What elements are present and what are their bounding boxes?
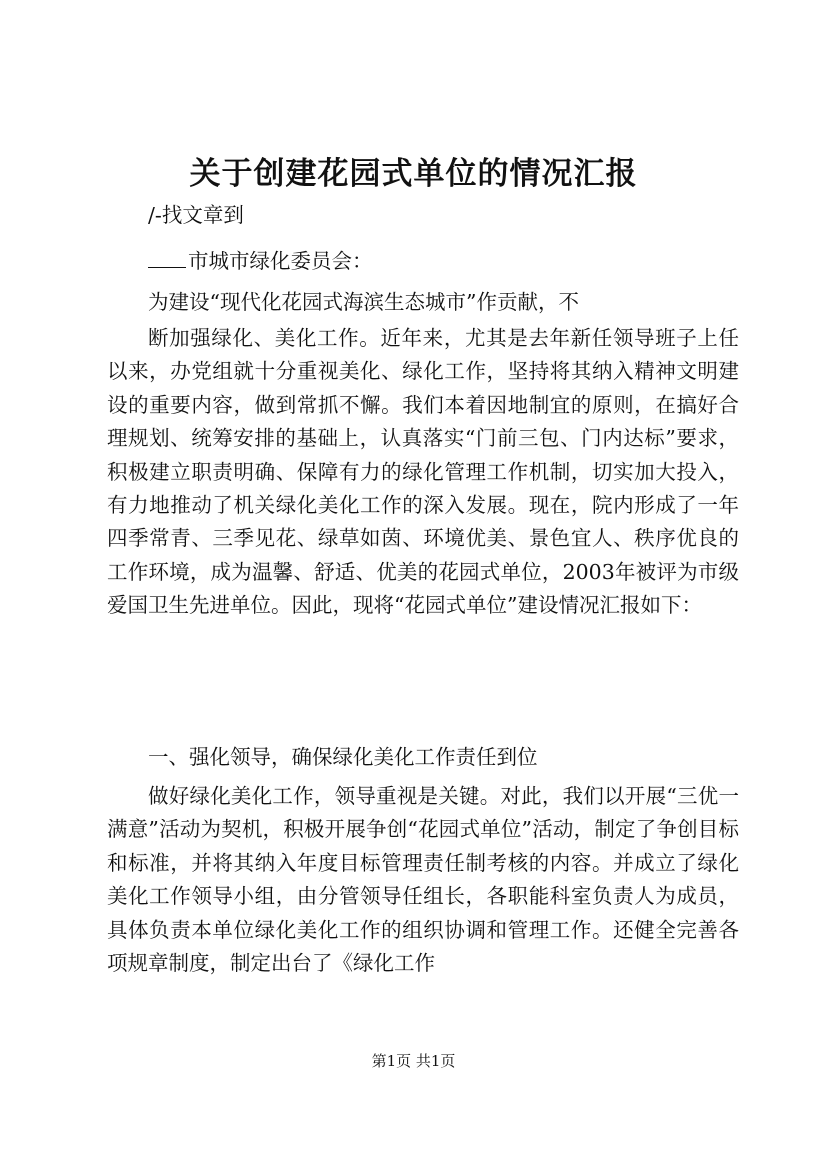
page-footer: 第1页 共1页 <box>371 1052 456 1070</box>
intro-first-line: 为建设“现代化花园式海滨生态城市”作贡献，不 <box>148 290 579 314</box>
document-title: 关于创建花园式单位的情况汇报 <box>189 156 638 192</box>
paragraph-1: 断加强绿化、美化工作。近年来，尤其是去年新任领导班子上任以来，办党组就十分重视美化、绿化工作，坚持将其纳入精神文明建设的重要内容，做到常抓不懈。我们本着因地制宜的原则，在搞好合理规划、统筹安排的基础上，认真落实“门前三包、门内达标”要求，积极建立职责明确、保障有力的绿化管理工作机制，切实加大投入，有力地推动了机关绿化美化工作的深入发展。现在，院内形成了一年四季常青、三季见花、绿草如茵、环境优美、景色宜人、秩序优良的工作环境，成为温馨、舒适、优美的花园式单位，2003年被评为市级爱国卫生先进单位。因此，现将“花园式单位”建设情况汇报如下： <box>107 326 739 618</box>
source-line: /-找文章到 <box>148 203 244 227</box>
paragraph-2: 做好绿化美化工作，领导重视是关键。对此，我们以开展“三优一满意”活动为契机，积极开展争创“花园式单位”活动，制定了争创目标和标准，并将其纳入年度目标管理责任制考核的内容。并成立了绿化美化工作领导小组，由分管领导任组长，各职能科室负责人为成员，具体负责本单位绿化美化工作的组织协调和管理工作。还健全完善各项规章制度，制定出台了《绿化工作 <box>107 784 739 976</box>
section-heading-1: 一、强化领导，确保绿化美化工作责任到位 <box>148 745 538 769</box>
addressee-text: 市城市绿化委员会： <box>188 249 373 273</box>
blank-underline <box>148 249 186 268</box>
addressee-line <box>148 244 373 274</box>
